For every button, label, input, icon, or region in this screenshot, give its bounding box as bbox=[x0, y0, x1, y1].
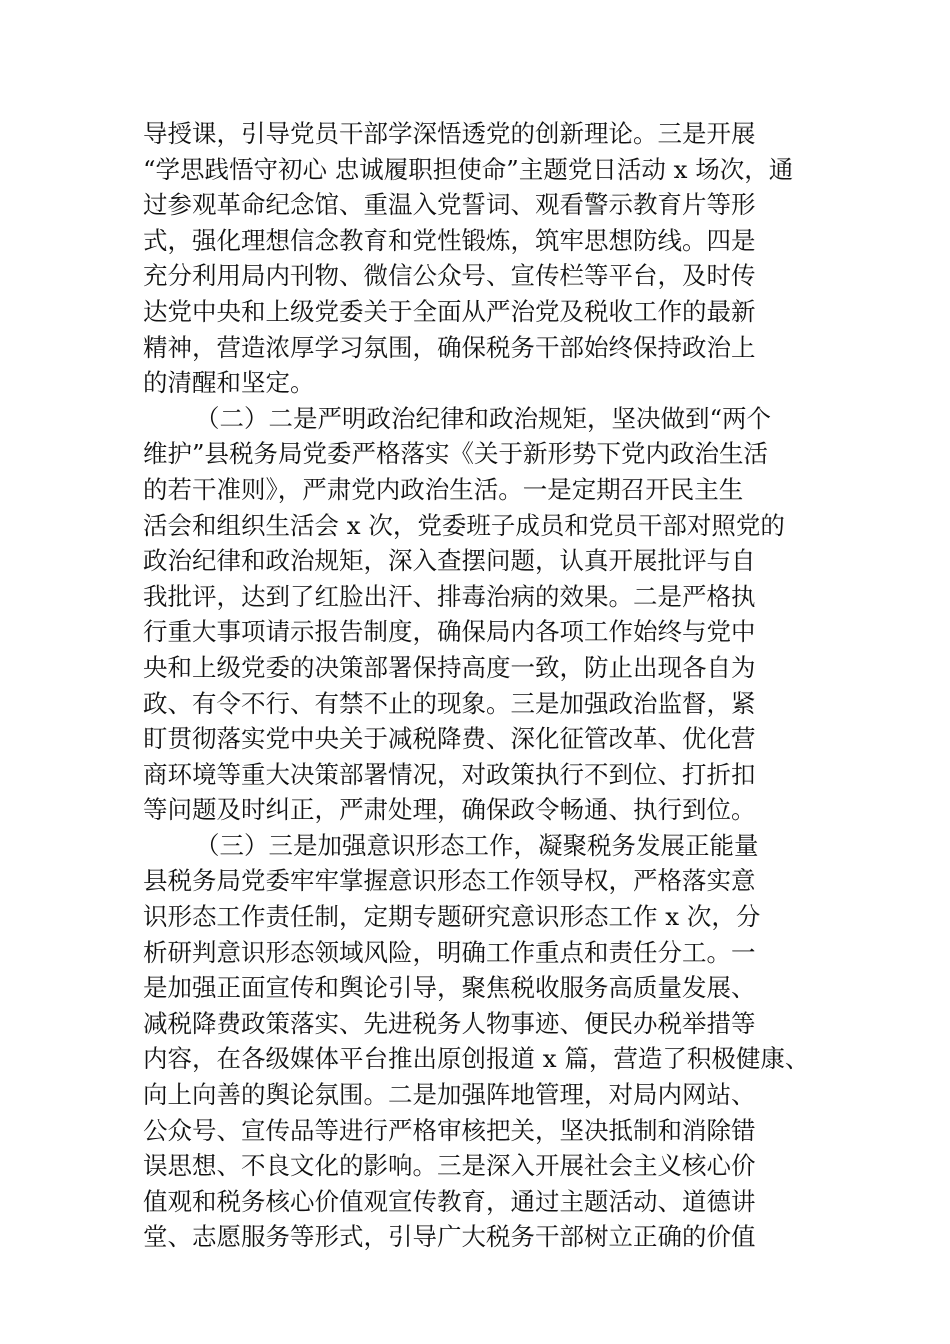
text-line: 析研判意识形态领域风险，明确工作重点和责任分工。一 bbox=[143, 937, 756, 967]
text-line: 精神，营造浓厚学习氛围，确保税务干部始终保持政治上 bbox=[143, 332, 756, 362]
text-line: 的清醒和坚定。 bbox=[143, 368, 315, 398]
text-line: 央和上级党委的决策部署保持高度一致，防止出现各自为 bbox=[143, 652, 756, 682]
text-line: “学思践悟守初心 忠诚履职担使命”主题党日活动 x 场次，通 bbox=[143, 154, 794, 184]
text-line: 识形态工作责任制，定期专题研究意识形态工作 x 次，分 bbox=[143, 902, 761, 932]
text-line: 是加强正面宣传和舆论引导，聚焦税收服务高质量发展、 bbox=[143, 973, 756, 1003]
text-line: 活会和组织生活会 x 次，党委班子成员和党员干部对照党的 bbox=[143, 510, 785, 540]
text-line: 县税务局党委牢牢掌握意识形态工作领导权，严格落实意 bbox=[143, 866, 756, 896]
text-line: 导授课，引导党员干部学深悟透党的创新理论。三是开展 bbox=[143, 119, 756, 148]
text-line: 内容，在各级媒体平台推出原创报道 x 篇，营造了积极健康、 bbox=[143, 1044, 810, 1074]
text-line: 商环境等重大决策部署情况，对政策执行不到位、打折扣 bbox=[143, 759, 756, 789]
text-line: 向上向善的舆论氛围。二是加强阵地管理，对局内网站、 bbox=[143, 1080, 756, 1110]
text-line: 维护”县税务局党委严格落实《关于新形势下党内政治生活 bbox=[143, 439, 769, 469]
text-line: 堂、志愿服务等形式，引导广大税务干部树立正确的价值 bbox=[143, 1222, 756, 1252]
text-line: 我批评，达到了红脸出汗、排毒治病的效果。二是严格执 bbox=[143, 581, 756, 611]
text-line: 式，强化理想信念教育和党性锻炼，筑牢思想防线。四是 bbox=[143, 225, 756, 255]
text-line: 充分利用局内刊物、微信公众号、宣传栏等平台，及时传 bbox=[143, 261, 756, 291]
text-line: 行重大事项请示报告制度，确保局内各项工作始终与党中 bbox=[143, 617, 756, 647]
text-line: 盯贯彻落实党中央关于减税降费、深化征管改革、优化营 bbox=[143, 724, 756, 754]
text-line: 的若干准则》，严肃党内政治生活。一是定期召开民主生 bbox=[143, 474, 744, 504]
text-line: 达党中央和上级党委关于全面从严治党及税收工作的最新 bbox=[143, 296, 756, 326]
text-line: 误思想、不良文化的影响。三是深入开展社会主义核心价 bbox=[143, 1151, 756, 1181]
text-line: 公众号、宣传品等进行严格审核把关，坚决抵制和消除错 bbox=[143, 1115, 756, 1145]
body-text bbox=[143, 116, 823, 1255]
text-line: 过参观革命纪念馆、重温入党誓词、观看警示教育片等形 bbox=[143, 190, 756, 220]
text-line: 减税降费政策落实、先进税务人物事迹、便民办税举措等 bbox=[143, 1008, 756, 1038]
text-line: 值观和税务核心价值观宣传教育，通过主题活动、道德讲 bbox=[143, 1186, 756, 1216]
section-heading-3: （三）三是加强意识形态工作，凝聚税务发展正能量 bbox=[195, 830, 759, 860]
text-line: 政治纪律和政治规矩，深入查摆问题，认真开展批评与自 bbox=[143, 546, 756, 576]
text-line: 政、有令不行、有禁不止的现象。三是加强政治监督，紧 bbox=[143, 688, 756, 718]
section-heading-2: （二）二是严明政治纪律和政治规矩，坚决做到“两个 bbox=[195, 403, 772, 433]
text-line: 等问题及时纠正，严肃处理，确保政令畅通、执行到位。 bbox=[143, 795, 756, 825]
